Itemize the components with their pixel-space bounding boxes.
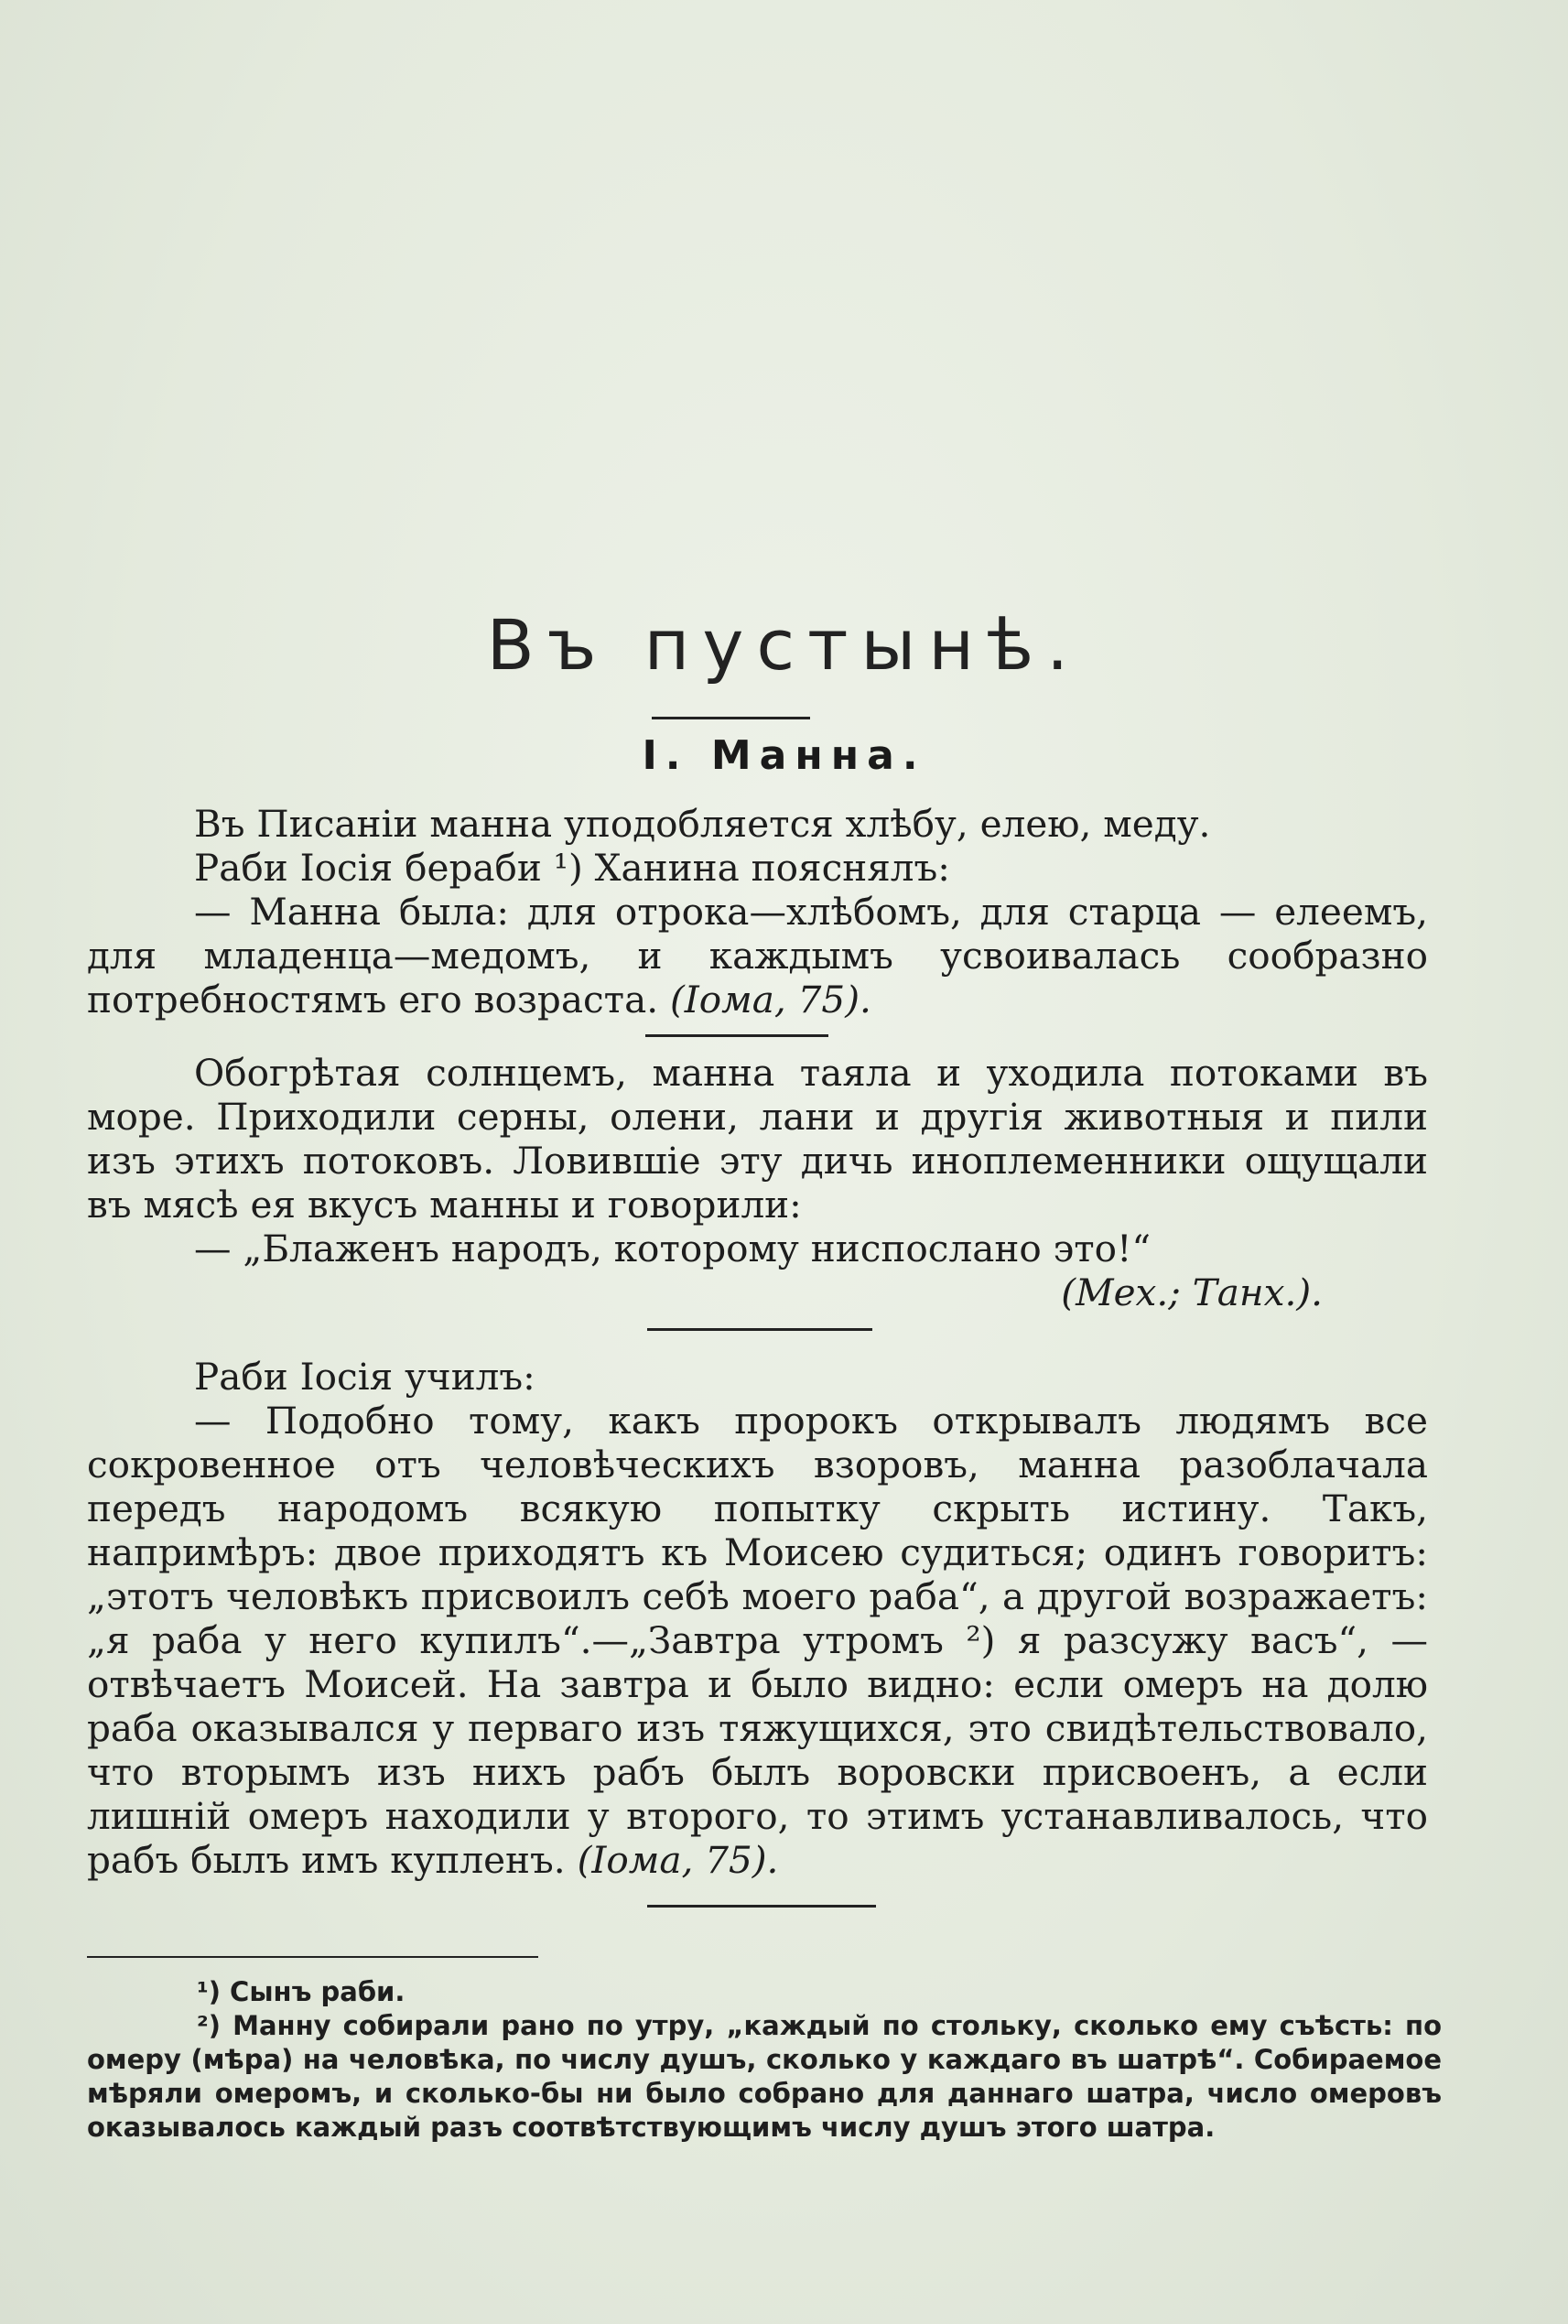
footnote-rule (87, 1956, 538, 1958)
separator-rule-2 (647, 1328, 872, 1331)
block2-paragraph: Обогрѣтая солнцемъ, манна таяла и уходила потоками въ море. Приходили серны, олени, лани и другiя животныя и пили изъ этихъ потоковъ. Ловившiе эту дичь иноплеменники ощущали въ мясѣ ея вкусъ манны и говорили: (87, 1051, 1428, 1227)
separator-rule-3 (647, 1905, 876, 1908)
footnote-1: ¹) Сынъ раби. (197, 1976, 406, 2007)
block1-line1: Въ Писанiи манна уподобляется хлѣбу, елею, меду. (194, 802, 1211, 846)
block2-quote: — „Блаженъ народъ, которому ниспослано это!“ (194, 1227, 1152, 1270)
separator-rule-1 (645, 1034, 828, 1037)
block3-paragraph (87, 1399, 1428, 1882)
block1-paragraph-text: — Манна была: для отрока—хлѣбомъ, для старца — елеемъ, для младенца—медомъ, и каждымъ усвоивалась сообразно потребностямъ его возраста. (87, 890, 1428, 1021)
text-block-2 (87, 1051, 1428, 1314)
page-title: Въ пустынѣ. (486, 604, 1082, 686)
block3-paragraph-text: — Подобно тому, какъ пророкъ открывалъ людямъ все сокровенное отъ человѣческихъ взоровъ, манна разоблачала передъ народомъ всякую попытку скрыть истину. Такъ, напримѣръ: двое приходятъ къ Моисею судиться; одинъ говоритъ: „этотъ человѣкъ присвоилъ себѣ моего раба“, а другой возражаетъ: „я раба у него купилъ“.—„Завтра утромъ ²) я разсужу васъ“, —отвѣчаетъ Моисей. На завтра и было видно: если омеръ на долю раба оказывался у перваго изъ тяжущихся, это свидѣтельствовало, что вторымъ изъ нихъ рабъ былъ воровски присвоенъ, а если лишнiй омеръ находили у второго, то этимъ устанавливалось, что рабъ былъ имъ купленъ. (87, 1399, 1428, 1882)
block3-line1: Раби Iосiя училъ: (194, 1355, 535, 1399)
block1-paragraph (87, 890, 1428, 1021)
block1-reference: (Iома, 75). (670, 978, 871, 1021)
section-number: I. (642, 732, 689, 779)
block2-reference: (Мех.; Танх.). (1061, 1270, 1323, 1314)
section-title: Манна. (710, 732, 926, 779)
footnote-2: ²) Манну собирали рано по утру, „каждый по стольку, сколько ему съѣсть: по омеру (мѣра) на человѣка, по числу душъ, сколько у каждаго въ шатрѣ“. Собираемое мѣряли омеромъ, и сколько-бы ни было собрано для даннаго шатра, число омеровъ оказывалось каждый разъ соотвѣтствующимъ числу душъ этого шатра. (87, 2010, 1442, 2143)
block1-line2: Раби Iосiя бераби ¹) Ханина пояснялъ: (194, 846, 950, 890)
block3-reference: (Iома, 75). (577, 1838, 779, 1882)
section-heading (0, 732, 1568, 779)
text-block-1 (87, 802, 1428, 1021)
text-block-3 (87, 1355, 1428, 1882)
title-rule (652, 717, 810, 719)
footnotes (87, 1975, 1442, 2145)
